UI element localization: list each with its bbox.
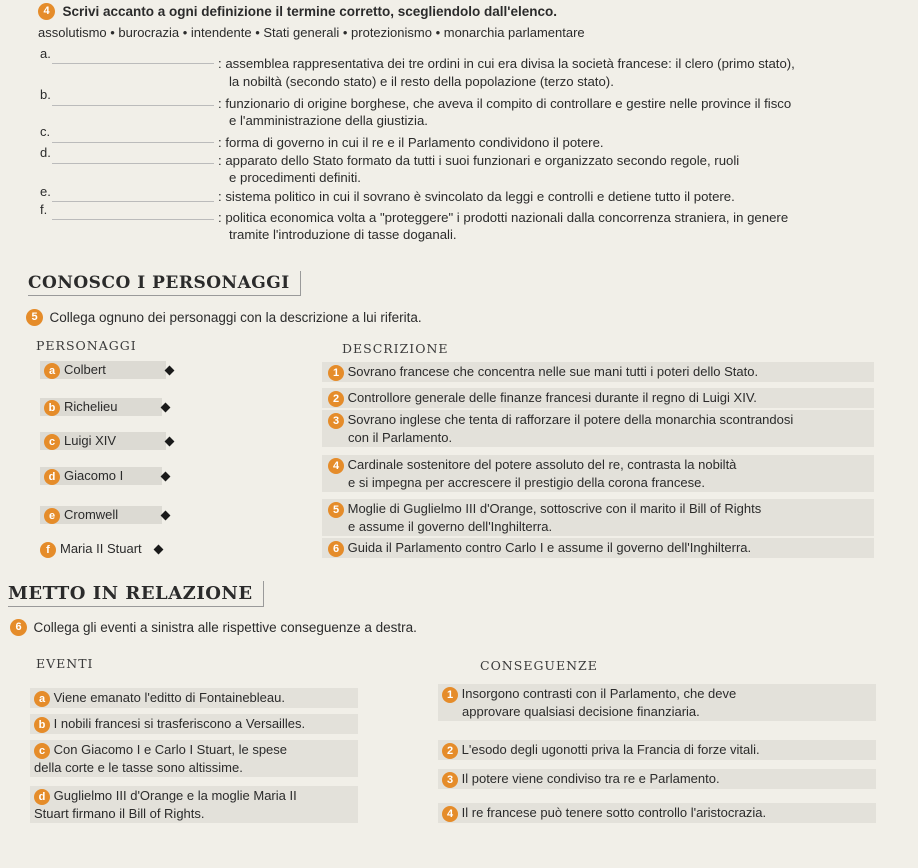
- consequence-2: [438, 740, 876, 760]
- ex4-def-a-1: : assemblea rappresentativa dei tre ordini in cui era divisa la società francese: il clero (primo stato),: [218, 56, 795, 71]
- event-b: [30, 714, 358, 734]
- event-letter-c: c: [34, 743, 50, 759]
- description-1: [322, 362, 874, 382]
- desc-5-line-2: e assume il governo dell'Inghilterra.: [348, 518, 553, 534]
- character-luigi-xiv: [40, 432, 166, 450]
- char-name-a: Colbert: [64, 362, 106, 377]
- desc-5-line-1: Moglie di Guglielmo III d'Orange, sottoscrive con il marito il Bill of Rights: [347, 501, 762, 516]
- ex6-col-conseguenze: CONSEGUENZE: [480, 658, 598, 673]
- consequence-4: [438, 803, 876, 823]
- char-letter-c: c: [44, 434, 60, 450]
- cons-number-2: 2: [442, 743, 458, 759]
- section-title-relazione: METTO IN RELAZIONE: [8, 581, 264, 607]
- ex4-answer-line-b[interactable]: [52, 104, 214, 106]
- cons-number-4: 4: [442, 806, 458, 822]
- desc-number-1: 1: [328, 365, 344, 381]
- cons-1-line-2: approvare qualsiasi decisione finanziaria.: [462, 703, 700, 719]
- event-c-line-2: della corte e le tasse sono altissime.: [34, 759, 243, 775]
- ex5-col-descrizione: DESCRIZIONE: [342, 341, 449, 356]
- cons-3-line-1: Il potere viene condiviso tra re e Parlamento.: [461, 771, 720, 786]
- event-a: [30, 688, 358, 708]
- event-c: [30, 740, 358, 777]
- char-connector-a[interactable]: [165, 366, 175, 376]
- desc-2-line-1: Controllore generale delle finanze francesi durante il regno di Luigi XIV.: [347, 390, 757, 405]
- ex6-number: 6: [10, 619, 27, 636]
- ex4-def-d-2: e procedimenti definiti.: [229, 170, 361, 185]
- ex4-def-c-1: : forma di governo in cui il re e il Parlamento condividono il potere.: [218, 135, 604, 150]
- event-d-line-1: Guglielmo III d'Orange e la moglie Maria II: [53, 788, 297, 803]
- description-6: [322, 538, 874, 558]
- character-colbert: [40, 361, 166, 379]
- ex4-letter-f: f.: [40, 202, 48, 217]
- ex4-instruction: Scrivi accanto a ogni definizione il termine corretto, scegliendolo dall'elenco.: [62, 4, 558, 19]
- description-2: [322, 388, 874, 408]
- char-name-e: Cromwell: [64, 507, 119, 522]
- ex4-answer-line-c[interactable]: [52, 141, 214, 143]
- char-name-d: Giacomo I: [64, 468, 124, 483]
- char-letter-d: d: [44, 469, 60, 485]
- char-connector-f[interactable]: [154, 545, 164, 555]
- char-letter-e: e: [44, 508, 60, 524]
- ex4-letter-b: b.: [40, 87, 51, 102]
- event-letter-a: a: [34, 691, 50, 707]
- description-4: [322, 455, 874, 492]
- ex4-def-d-1: : apparato dello Stato formato da tutti i suoi funzionari e organizzato secondo regole, ruoli: [218, 153, 740, 168]
- ex4-answer-line-d[interactable]: [52, 162, 214, 164]
- ex4-term-list: assolutismo • burocrazia • intendente • Stati generali • protezionismo • monarchia parlamentare: [38, 25, 585, 40]
- event-b-line-1: I nobili francesi si trasferiscono a Versailles.: [53, 716, 306, 731]
- ex6-col-eventi: EVENTI: [36, 656, 94, 671]
- consequence-3: [438, 769, 876, 789]
- ex4-answer-line-a[interactable]: [52, 62, 214, 64]
- char-letter-a: a: [44, 363, 60, 379]
- ex5-instruction: Collega ognuno dei personaggi con la descrizione a lui riferita.: [49, 310, 422, 325]
- cons-2-line-1: L'esodo degli ugonotti priva la Francia di forze vitali.: [461, 742, 760, 757]
- ex4-letter-d: d.: [40, 145, 51, 160]
- ex4-def-b-1: : funzionario di origine borghese, che aveva il compito di controllare e gestire nelle province il fisco: [218, 96, 792, 111]
- desc-number-5: 5: [328, 502, 344, 518]
- ex4-def-b-2: e l'amministrazione della giustizia.: [229, 113, 428, 128]
- desc-4-line-2: e si impegna per accrescere il prestigio della corona francese.: [348, 474, 705, 490]
- desc-number-6: 6: [328, 541, 344, 557]
- char-connector-d[interactable]: [161, 472, 171, 482]
- ex6-header: [10, 619, 417, 637]
- ex4-def-f-1: : politica economica volta a "proteggere" i prodotti nazionali dalla concorrenza straniera, in genere: [218, 210, 789, 225]
- ex4-header: [38, 3, 557, 21]
- consequence-1: [438, 684, 876, 721]
- section-title-personaggi: CONOSCO I PERSONAGGI: [28, 271, 301, 296]
- ex4-letter-e: e.: [40, 184, 51, 199]
- ex6-instruction: Collega gli eventi a sinistra alle rispettive conseguenze a destra.: [33, 620, 417, 635]
- desc-6-line-1: Guida il Parlamento contro Carlo I e assume il governo dell'Inghilterra.: [347, 540, 752, 555]
- ex5-number: 5: [26, 309, 43, 326]
- description-5: [322, 499, 874, 536]
- char-name-c: Luigi XIV: [64, 433, 117, 448]
- event-letter-d: d: [34, 789, 50, 805]
- desc-4-line-1: Cardinale sostenitore del potere assoluto del re, contrasta la nobiltà: [347, 457, 737, 472]
- char-letter-b: b: [44, 400, 60, 416]
- ex4-letter-c: c.: [40, 124, 51, 139]
- char-name-b: Richelieu: [64, 399, 118, 414]
- ex4-answer-line-f[interactable]: [52, 218, 214, 220]
- cons-1-line-1: Insorgono contrasti con il Parlamento, che deve: [461, 686, 737, 701]
- desc-number-2: 2: [328, 391, 344, 407]
- event-d-line-2: Stuart firmano il Bill of Rights.: [34, 805, 205, 821]
- char-letter-f: f: [40, 542, 56, 558]
- ex4-def-e-1: : sistema politico in cui il sovrano è svincolato da leggi e controlli e detiene tutto il potere.: [218, 189, 735, 204]
- cons-number-3: 3: [442, 772, 458, 788]
- char-connector-b[interactable]: [161, 403, 171, 413]
- description-3: [322, 410, 874, 447]
- ex5-header: [26, 309, 422, 327]
- character-maria-ii-stuart: [36, 540, 152, 558]
- ex4-answer-line-e[interactable]: [52, 200, 214, 202]
- ex4-number: 4: [38, 3, 55, 20]
- ex5-col-personaggi: PERSONAGGI: [36, 338, 137, 353]
- event-letter-b: b: [34, 717, 50, 733]
- desc-3-line-2: con il Parlamento.: [348, 429, 453, 445]
- desc-3-line-1: Sovrano inglese che tenta di rafforzare il potere della monarchia scontrandosi: [347, 412, 794, 427]
- cons-number-1: 1: [442, 687, 458, 703]
- ex4-def-a-2: la nobiltà (secondo stato) e il resto della popolazione (terzo stato).: [229, 74, 614, 89]
- char-name-f: Maria II Stuart: [60, 541, 142, 556]
- event-c-line-1: Con Giacomo I e Carlo I Stuart, le spese: [53, 742, 288, 757]
- character-cromwell: [40, 506, 162, 524]
- event-d: [30, 786, 358, 823]
- char-connector-e[interactable]: [161, 511, 171, 521]
- character-richelieu: [40, 398, 162, 416]
- cons-4-line-1: Il re francese può tenere sotto controllo l'aristocrazia.: [461, 805, 767, 820]
- ex4-def-f-2: tramite l'introduzione di tasse doganali.: [229, 227, 457, 242]
- character-giacomo-i: [40, 467, 162, 485]
- ex4-letter-a: a.: [40, 46, 51, 61]
- char-connector-c[interactable]: [165, 437, 175, 447]
- desc-1-line-1: Sovrano francese che concentra nelle sue mani tutti i poteri dello Stato.: [347, 364, 759, 379]
- event-a-line-1: Viene emanato l'editto di Fontainebleau.: [53, 690, 285, 705]
- desc-number-3: 3: [328, 413, 344, 429]
- desc-number-4: 4: [328, 458, 344, 474]
